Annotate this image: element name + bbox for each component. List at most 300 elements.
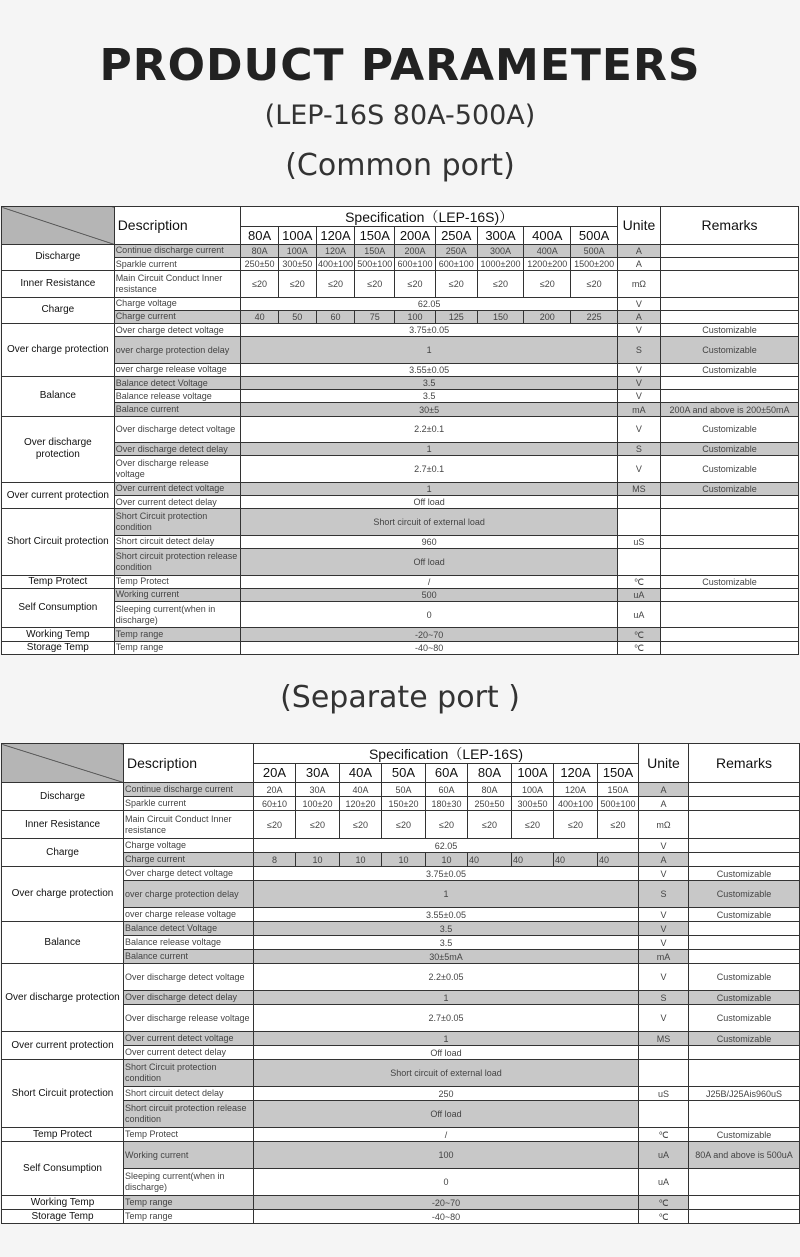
param-unit: V: [617, 416, 660, 442]
param-remark: [689, 1169, 800, 1196]
param-unit: S: [639, 991, 689, 1005]
param-remark: [689, 922, 800, 936]
param-value: 300±50: [512, 797, 554, 811]
category-over-current-protection: Over current protection: [2, 482, 115, 508]
param-remark: Customizable: [661, 575, 799, 588]
param-value: 250±50: [241, 257, 278, 270]
param-value: 120±20: [340, 797, 382, 811]
param-value: Off load: [254, 1046, 639, 1060]
param-unit: mA: [639, 950, 689, 964]
param-label: Over discharge detect voltage: [114, 416, 241, 442]
model-current-header: 200A: [395, 227, 435, 244]
param-value: 600±100: [395, 257, 435, 270]
param-value: 10: [340, 853, 382, 867]
param-remark: [689, 797, 800, 811]
category-self-consumption: Self Consumption: [2, 588, 115, 628]
param-value: 2.2±0.1: [241, 416, 617, 442]
category-self-consumption: Self Consumption: [2, 1142, 124, 1196]
param-remark: [689, 853, 800, 867]
param-label: Working current: [124, 1142, 254, 1169]
param-value: 75: [355, 310, 395, 323]
param-label: Balance detect Voltage: [114, 377, 241, 390]
param-value: 3.5: [241, 377, 617, 390]
page-title: PRODUCT PARAMETERS: [99, 40, 701, 91]
param-remark: [689, 1196, 800, 1210]
model-current-header: 40A: [340, 764, 382, 783]
param-unit: uA: [617, 588, 660, 601]
param-value: 1: [254, 1032, 639, 1046]
param-value: 80A: [468, 783, 512, 797]
header-diagonal-cell: [2, 207, 115, 245]
param-value: 62.05: [241, 297, 617, 310]
param-remark: [689, 811, 800, 839]
param-label: Balance current: [124, 950, 254, 964]
param-unit: uS: [617, 535, 660, 548]
param-value: 10: [382, 853, 426, 867]
param-unit: A: [617, 257, 660, 270]
param-value: ≤20: [512, 811, 554, 839]
param-unit: S: [617, 443, 660, 456]
param-value: 3.5: [254, 936, 639, 950]
param-unit: A: [639, 783, 689, 797]
param-value: 1200±200: [524, 257, 571, 270]
param-value: 400±100: [554, 797, 598, 811]
model-current-header: 120A: [554, 764, 598, 783]
param-value: 40: [598, 853, 639, 867]
param-value: 120A: [316, 244, 354, 257]
param-remark: Customizable: [689, 908, 800, 922]
param-label: Charge voltage: [114, 297, 241, 310]
param-remark: [661, 588, 799, 601]
param-unit: V: [617, 456, 660, 482]
param-label: Balance detect Voltage: [124, 922, 254, 936]
param-value: 1: [241, 443, 617, 456]
param-value: 50A: [382, 783, 426, 797]
param-value: ≤20: [571, 271, 617, 297]
param-value: 3.5: [254, 922, 639, 936]
param-label: Charge voltage: [124, 839, 254, 853]
category-working-temp: Working Temp: [2, 1196, 124, 1210]
param-value: -20~70: [241, 628, 617, 641]
description-header: Description: [114, 207, 241, 245]
param-value: ≤20: [524, 271, 571, 297]
param-remark: 80A and above is 500uA: [689, 1142, 800, 1169]
param-label: Over charge detect voltage: [124, 867, 254, 881]
param-remark: 200A and above is 200±50mA: [661, 403, 799, 416]
param-unit: V: [617, 324, 660, 337]
param-unit: ℃: [617, 641, 660, 654]
param-remark: Customizable: [689, 1032, 800, 1046]
param-label: Over discharge detect delay: [114, 443, 241, 456]
param-value: -20~70: [254, 1196, 639, 1210]
param-label: Over discharge release voltage: [114, 456, 241, 482]
param-unit: A: [617, 310, 660, 323]
param-value: 100A: [278, 244, 316, 257]
param-remark: Customizable: [661, 443, 799, 456]
category-temp-protect: Temp Protect: [2, 1128, 124, 1142]
param-label: Sleeping current(when in discharge): [124, 1169, 254, 1196]
param-label: Temp range: [114, 641, 241, 654]
param-value: 1000±200: [477, 257, 523, 270]
description-header: Description: [124, 744, 254, 783]
param-remark: Customizable: [689, 881, 800, 908]
param-value: 1: [241, 482, 617, 495]
param-remark: J25B/J25Ais960uS: [689, 1087, 800, 1101]
param-remark: [661, 297, 799, 310]
param-value: 62.05: [254, 839, 639, 853]
model-current-header: 500A: [571, 227, 617, 244]
param-remark: [661, 377, 799, 390]
param-value: ≤20: [598, 811, 639, 839]
param-remark: [661, 390, 799, 403]
param-label: over charge release voltage: [114, 363, 241, 376]
unite-header: Unite: [639, 744, 689, 783]
param-value: 8: [254, 853, 296, 867]
param-value: 50: [278, 310, 316, 323]
param-value: 500: [241, 588, 617, 601]
param-remark: [689, 1210, 800, 1224]
param-value: 30±5mA: [254, 950, 639, 964]
param-value: 125: [435, 310, 477, 323]
param-remark: Customizable: [661, 324, 799, 337]
param-label: Temp Protect: [124, 1128, 254, 1142]
param-unit: uA: [617, 601, 660, 627]
param-label: over charge protection delay: [124, 881, 254, 908]
param-unit: S: [639, 881, 689, 908]
param-value: 80A: [241, 244, 278, 257]
remarks-header: Remarks: [661, 207, 799, 245]
param-value: Short circuit of external load: [254, 1060, 639, 1087]
param-unit: V: [617, 297, 660, 310]
param-remark: [689, 1101, 800, 1128]
param-unit: V: [639, 922, 689, 936]
param-remark: [689, 950, 800, 964]
param-unit: uA: [639, 1142, 689, 1169]
param-label: over charge protection delay: [114, 337, 241, 363]
param-label: Main Circuit Conduct Inner resistance: [114, 271, 241, 297]
param-unit: A: [639, 853, 689, 867]
category-over-discharge-protection: Over discharge protection: [2, 964, 124, 1032]
param-unit: [639, 1046, 689, 1060]
param-value: 250±50: [468, 797, 512, 811]
param-remark: [661, 509, 799, 535]
param-remark: Customizable: [661, 482, 799, 495]
param-value: 1: [254, 881, 639, 908]
model-current-header: 80A: [468, 764, 512, 783]
category-over-charge-protection: Over charge protection: [2, 324, 115, 377]
model-subtitle: (LEP-16S 80A-500A): [264, 100, 536, 131]
model-current-header: 100A: [278, 227, 316, 244]
param-value: ≤20: [468, 811, 512, 839]
model-current-header: 60A: [426, 764, 468, 783]
param-label: Balance current: [114, 403, 241, 416]
param-unit: ℃: [617, 628, 660, 641]
specification-header: Specification（LEP-16S)）: [241, 207, 617, 227]
category-over-charge-protection: Over charge protection: [2, 867, 124, 922]
param-label: Temp range: [114, 628, 241, 641]
param-value: 1: [254, 991, 639, 1005]
param-value: 100: [395, 310, 435, 323]
param-unit: A: [639, 797, 689, 811]
model-current-header: 120A: [316, 227, 354, 244]
param-value: 2.2±0.05: [254, 964, 639, 991]
param-unit: [617, 549, 660, 575]
param-value: 60A: [426, 783, 468, 797]
param-remark: Customizable: [689, 1005, 800, 1032]
model-current-header: 300A: [477, 227, 523, 244]
param-value: ≤20: [395, 271, 435, 297]
param-label: Short circuit protection release condition: [114, 549, 241, 575]
model-current-header: 150A: [598, 764, 639, 783]
param-value: 150: [477, 310, 523, 323]
model-current-header: 50A: [382, 764, 426, 783]
param-unit: ℃: [617, 575, 660, 588]
param-value: ≤20: [426, 811, 468, 839]
param-label: Short Circuit protection condition: [124, 1060, 254, 1087]
model-current-header: 20A: [254, 764, 296, 783]
param-value: ≤20: [382, 811, 426, 839]
param-value: 0: [254, 1169, 639, 1196]
param-value: 2.7±0.1: [241, 456, 617, 482]
param-value: 3.55±0.05: [241, 363, 617, 376]
param-value: 2.7±0.05: [254, 1005, 639, 1032]
param-value: ≤20: [355, 271, 395, 297]
param-value: 60: [316, 310, 354, 323]
category-storage-temp: Storage Temp: [2, 1210, 124, 1224]
category-charge: Charge: [2, 297, 115, 323]
param-value: 30A: [296, 783, 340, 797]
param-value: 600±100: [435, 257, 477, 270]
param-value: 250A: [435, 244, 477, 257]
param-unit: [617, 496, 660, 509]
param-value: 0: [241, 601, 617, 627]
param-label: Over current detect delay: [114, 496, 241, 509]
param-value: 3.75±0.05: [241, 324, 617, 337]
common-port-title: (Common port): [285, 148, 515, 183]
param-unit: V: [617, 363, 660, 376]
param-unit: uA: [639, 1169, 689, 1196]
param-unit: V: [639, 964, 689, 991]
category-working-temp: Working Temp: [2, 628, 115, 641]
category-charge: Charge: [2, 839, 124, 867]
category-discharge: Discharge: [2, 783, 124, 811]
param-remark: [689, 936, 800, 950]
param-remark: [661, 549, 799, 575]
param-value: Off load: [241, 549, 617, 575]
param-remark: [661, 271, 799, 297]
param-unit: V: [617, 377, 660, 390]
unite-header: Unite: [617, 207, 660, 245]
separate-port-title: (Separate port ): [280, 680, 520, 715]
param-value: ≤20: [296, 811, 340, 839]
param-unit: mA: [617, 403, 660, 416]
param-value: 40A: [340, 783, 382, 797]
param-value: -40~80: [241, 641, 617, 654]
param-label: Continue discharge current: [124, 783, 254, 797]
param-unit: MS: [639, 1032, 689, 1046]
param-value: 3.75±0.05: [254, 867, 639, 881]
param-value: 225: [571, 310, 617, 323]
param-value: 100±20: [296, 797, 340, 811]
model-current-header: 100A: [512, 764, 554, 783]
param-remark: [661, 628, 799, 641]
param-value: 300A: [477, 244, 523, 257]
param-value: 100A: [512, 783, 554, 797]
param-remark: Customizable: [689, 964, 800, 991]
param-value: ≤20: [477, 271, 523, 297]
model-current-header: 30A: [296, 764, 340, 783]
param-value: 10: [426, 853, 468, 867]
param-label: Temp Protect: [114, 575, 241, 588]
param-value: 40: [468, 853, 512, 867]
param-value: 40: [512, 853, 554, 867]
param-label: Over current detect voltage: [124, 1032, 254, 1046]
param-remark: Customizable: [661, 456, 799, 482]
param-value: 20A: [254, 783, 296, 797]
param-label: Balance release voltage: [114, 390, 241, 403]
remarks-header: Remarks: [689, 744, 800, 783]
param-value: 3.55±0.05: [254, 908, 639, 922]
param-label: Sparkle current: [114, 257, 241, 270]
param-unit: [639, 1060, 689, 1087]
specification-header: Specification（LEP-16S): [254, 744, 639, 764]
common-port-table: [1, 206, 799, 655]
param-remark: Customizable: [661, 337, 799, 363]
param-label: Working current: [114, 588, 241, 601]
category-discharge: Discharge: [2, 244, 115, 270]
param-unit: V: [639, 936, 689, 950]
param-value: 30±5: [241, 403, 617, 416]
param-value: 150A: [598, 783, 639, 797]
param-label: Balance release voltage: [124, 936, 254, 950]
param-value: 120A: [554, 783, 598, 797]
param-remark: [661, 310, 799, 323]
param-label: Short circuit detect delay: [124, 1087, 254, 1101]
param-value: ≤20: [435, 271, 477, 297]
param-remark: [689, 783, 800, 797]
param-value: 40: [241, 310, 278, 323]
param-unit: MS: [617, 482, 660, 495]
param-value: 100: [254, 1142, 639, 1169]
category-short-circuit-protection: Short Circuit protection: [2, 1060, 124, 1128]
param-label: Sleeping current(when in discharge): [114, 601, 241, 627]
param-value: 250: [254, 1087, 639, 1101]
param-unit: [617, 509, 660, 535]
param-value: ≤20: [316, 271, 354, 297]
param-label: Over discharge detect voltage: [124, 964, 254, 991]
category-inner-resistance: Inner Resistance: [2, 271, 115, 297]
param-remark: [661, 535, 799, 548]
param-label: Continue discharge current: [114, 244, 241, 257]
param-unit: [639, 1101, 689, 1128]
category-inner-resistance: Inner Resistance: [2, 811, 124, 839]
param-value: 3.5: [241, 390, 617, 403]
param-value: 960: [241, 535, 617, 548]
param-remark: [661, 257, 799, 270]
param-unit: V: [639, 908, 689, 922]
param-remark: Customizable: [661, 363, 799, 376]
param-remark: [661, 244, 799, 257]
param-unit: V: [639, 839, 689, 853]
param-unit: V: [639, 1005, 689, 1032]
category-storage-temp: Storage Temp: [2, 641, 115, 654]
param-value: 180±30: [426, 797, 468, 811]
param-unit: mΩ: [617, 271, 660, 297]
param-remark: [661, 641, 799, 654]
param-unit: ℃: [639, 1210, 689, 1224]
param-value: 500A: [571, 244, 617, 257]
param-label: Short Circuit protection condition: [114, 509, 241, 535]
model-current-header: 150A: [355, 227, 395, 244]
param-label: Short circuit detect delay: [114, 535, 241, 548]
param-value: 60±10: [254, 797, 296, 811]
param-remark: [661, 496, 799, 509]
param-label: Over discharge release voltage: [124, 1005, 254, 1032]
param-unit: V: [617, 390, 660, 403]
param-value: 1: [241, 337, 617, 363]
param-label: Main Circuit Conduct Inner resistance: [124, 811, 254, 839]
param-unit: ℃: [639, 1128, 689, 1142]
param-value: -40~80: [254, 1210, 639, 1224]
param-label: Short circuit protection release condition: [124, 1101, 254, 1128]
category-balance: Balance: [2, 377, 115, 417]
param-value: 500±100: [355, 257, 395, 270]
param-label: Over current detect voltage: [114, 482, 241, 495]
param-value: Short circuit of external load: [241, 509, 617, 535]
model-current-header: 250A: [435, 227, 477, 244]
param-value: 10: [296, 853, 340, 867]
param-label: Temp range: [124, 1196, 254, 1210]
param-label: Over discharge detect delay: [124, 991, 254, 1005]
param-remark: [689, 839, 800, 853]
param-label: Charge current: [124, 853, 254, 867]
param-value: /: [241, 575, 617, 588]
param-label: Sparkle current: [124, 797, 254, 811]
param-remark: Customizable: [689, 867, 800, 881]
param-value: 40: [554, 853, 598, 867]
param-label: Over charge detect voltage: [114, 324, 241, 337]
param-value: ≤20: [554, 811, 598, 839]
param-value: 200: [524, 310, 571, 323]
param-value: 500±100: [598, 797, 639, 811]
param-unit: A: [617, 244, 660, 257]
category-over-current-protection: Over current protection: [2, 1032, 124, 1060]
param-value: 400±100: [318, 259, 354, 269]
param-unit: mΩ: [639, 811, 689, 839]
param-value: 200A: [395, 244, 435, 257]
param-value: ≤20: [241, 271, 278, 297]
param-unit: V: [639, 867, 689, 881]
param-label: Temp range: [124, 1210, 254, 1224]
param-value: /: [254, 1128, 639, 1142]
param-value: 300±50: [278, 257, 316, 270]
category-temp-protect: Temp Protect: [2, 575, 115, 588]
param-remark: [689, 1060, 800, 1087]
param-value: ≤20: [254, 811, 296, 839]
param-remark: [661, 601, 799, 627]
param-value: 1500±200: [571, 257, 617, 270]
category-balance: Balance: [2, 922, 124, 964]
param-value: 150±20: [382, 797, 426, 811]
param-value: ≤20: [278, 271, 316, 297]
param-label: Charge current: [114, 310, 241, 323]
param-value: Off load: [254, 1101, 639, 1128]
separate-port-table: [1, 743, 800, 1224]
param-value: 400A: [524, 244, 571, 257]
param-remark: Customizable: [689, 1128, 800, 1142]
param-remark: [689, 1046, 800, 1060]
category-over-discharge-protection: Over discharge protection: [2, 416, 115, 482]
